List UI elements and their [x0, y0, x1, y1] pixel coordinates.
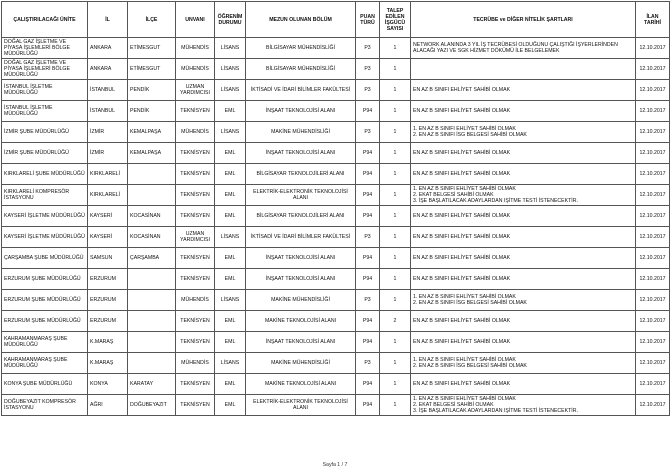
cell-talep: 1 [380, 80, 411, 101]
table-row [2, 311, 670, 332]
cell-sartlar: 1. EN AZ B SINIFI EHLİYET SAHİBİ OLMAK 2. EKAT BELGESİ SAHİBİ OLMAK 3. İŞE BAŞLATILACAK ADAYLARDAN IŞİTME TESTİ İSTENECEKTİR. [411, 185, 636, 206]
table-row [2, 227, 670, 248]
cell-talep: 1 [380, 227, 411, 248]
header-talep: TALEP EDİLEN İŞGÜCÜ SAYISI [380, 2, 411, 38]
cell-ogrenim: EML [215, 332, 246, 353]
cell-ogrenim: LİSANS [215, 122, 246, 143]
cell-ilce [128, 290, 176, 311]
cell-bolum: BİLGİSAYAR MÜHENDİSLİĞİ [246, 59, 356, 80]
cell-ogrenim: EML [215, 143, 246, 164]
cell-ilce: KEMALPAŞA [128, 122, 176, 143]
cell-talep: 1 [380, 101, 411, 122]
cell-ilce [128, 311, 176, 332]
cell-il: İZMİR [88, 122, 128, 143]
cell-puan: P3 [356, 59, 380, 80]
cell-birim: ERZURUM ŞUBE MÜDÜRLÜĞÜ [2, 269, 88, 290]
cell-bolum: ELEKTRİK-ELEKTRONİK TEKNOLOJİSİ ALANI [246, 185, 356, 206]
cell-talep: 1 [380, 290, 411, 311]
page-number: Sayfa 1 / 7 [322, 462, 348, 468]
table-row [2, 395, 670, 416]
table-row [2, 38, 670, 59]
cell-talep: 1 [380, 59, 411, 80]
cell-puan: P94 [356, 143, 380, 164]
cell-puan: P94 [356, 332, 380, 353]
cell-puan: P3 [356, 122, 380, 143]
cell-unvan: MÜHENDİS [176, 122, 215, 143]
cell-ogrenim: EML [215, 164, 246, 185]
cell-unvan: TEKNİSYEN [176, 143, 215, 164]
header-ilce: İLÇE [128, 2, 176, 38]
cell-birim: ÇARŞAMBA ŞUBE MÜDÜRLÜĞÜ [2, 248, 88, 269]
cell-unvan: TEKNİSYEN [176, 332, 215, 353]
cell-birim: KAYSERİ İŞLETME MÜDÜRLÜĞÜ [2, 227, 88, 248]
cell-tarih: 12.10.2017 [636, 143, 670, 164]
cell-sartlar: EN AZ B SINIFI EHLİYET SAHİBİ OLMAK [411, 374, 636, 395]
table-row [2, 374, 670, 395]
cell-unvan: TEKNİSYEN [176, 374, 215, 395]
table-row [2, 80, 670, 101]
cell-talep: 1 [380, 332, 411, 353]
cell-talep: 1 [380, 269, 411, 290]
cell-unvan: MÜHENDİS [176, 353, 215, 374]
cell-ilce: ETİMESGUT [128, 38, 176, 59]
cell-ogrenim: EML [215, 269, 246, 290]
cell-tarih: 12.10.2017 [636, 227, 670, 248]
header-ogrenim: ÖĞRENİM DURUMU [215, 2, 246, 38]
table-row [2, 143, 670, 164]
cell-tarih: 12.10.2017 [636, 80, 670, 101]
cell-sartlar: EN AZ B SINIFI EHLİYET SAHİBİ OLMAK [411, 101, 636, 122]
cell-puan: P3 [356, 353, 380, 374]
cell-il: İZMİR [88, 143, 128, 164]
cell-sartlar: NETWORK ALANINDA 3 YIL İŞ TECRÜBESİ OLDUĞUNU ÇALIŞTIĞI İŞYERLERİNDEN ALACAĞI YAZI VE SGK HİZMET DÖKÜMÜ İLE BELGELEMEK [411, 38, 636, 59]
cell-ogrenim: LİSANS [215, 38, 246, 59]
cell-tarih: 12.10.2017 [636, 248, 670, 269]
cell-ilce [128, 185, 176, 206]
cell-tarih: 12.10.2017 [636, 59, 670, 80]
cell-bolum: BİLGİSAYAR TEKNOLOJİLERİ ALANI [246, 164, 356, 185]
cell-birim: İSTANBUL İŞLETME MÜDÜRLÜĞÜ [2, 80, 88, 101]
cell-unvan: TEKNİSYEN [176, 164, 215, 185]
cell-talep: 2 [380, 311, 411, 332]
cell-il: K.MARAŞ [88, 332, 128, 353]
cell-talep: 1 [380, 143, 411, 164]
cell-tarih: 12.10.2017 [636, 290, 670, 311]
cell-sartlar: EN AZ B SINIFI EHLİYET SAHİBİ OLMAK [411, 164, 636, 185]
cell-birim: DOĞAL GAZ İŞLETME VE PİYASA İŞLEMLERİ BÖLGE MÜDÜRLÜĞÜ [2, 38, 88, 59]
cell-talep: 1 [380, 206, 411, 227]
cell-unvan: TEKNİSYEN [176, 101, 215, 122]
cell-sartlar: 1. EN AZ B SINIFI EHLİYET SAHİBİ OLMAK 2. EN AZ B SINIFI İSG BELGESİ SAHİBİ OLMAK [411, 353, 636, 374]
cell-unvan: MÜHENDİS [176, 290, 215, 311]
cell-il: K.MARAŞ [88, 353, 128, 374]
cell-ogrenim: EML [215, 374, 246, 395]
cell-bolum: İNŞAAT TEKNOLOJİSİ ALANI [246, 143, 356, 164]
header-unvan: UNVANI [176, 2, 215, 38]
cell-sartlar: EN AZ B SINIFI EHLİYET SAHİBİ OLMAK [411, 227, 636, 248]
cell-ilce: DOĞUBEYAZIT [128, 395, 176, 416]
cell-tarih: 12.10.2017 [636, 269, 670, 290]
table-header-row [2, 2, 670, 38]
cell-unvan: MÜHENDİS [176, 59, 215, 80]
cell-talep: 1 [380, 122, 411, 143]
cell-tarih: 12.10.2017 [636, 101, 670, 122]
cell-unvan: TEKNİSYEN [176, 311, 215, 332]
cell-tarih: 12.10.2017 [636, 122, 670, 143]
cell-unvan: TEKNİSYEN [176, 395, 215, 416]
cell-sartlar: EN AZ B SINIFI EHLİYET SAHİBİ OLMAK [411, 248, 636, 269]
cell-puan: P3 [356, 80, 380, 101]
cell-ilce: ETİMESGUT [128, 59, 176, 80]
cell-unvan: TEKNİSYEN [176, 248, 215, 269]
cell-puan: P94 [356, 395, 380, 416]
cell-bolum: İKTİSADİ VE İDARİ BİLİMLER FAKÜLTESİ [246, 227, 356, 248]
cell-ogrenim: LİSANS [215, 353, 246, 374]
cell-ilce [128, 353, 176, 374]
cell-tarih: 12.10.2017 [636, 353, 670, 374]
cell-puan: P94 [356, 164, 380, 185]
header-puan: PUAN TÜRÜ [356, 2, 380, 38]
cell-tarih: 12.10.2017 [636, 185, 670, 206]
cell-ilce: PENDİK [128, 101, 176, 122]
cell-il: KONYA [88, 374, 128, 395]
cell-bolum: İNŞAAT TEKNOLOJİSİ ALANI [246, 101, 356, 122]
table-row [2, 332, 670, 353]
cell-bolum: MAKİNE TEKNOLOJİSİ ALANI [246, 374, 356, 395]
cell-sartlar: EN AZ B SINIFI EHLİYET SAHİBİ OLMAK [411, 332, 636, 353]
cell-sartlar: 1. EN AZ B SINIFI EHLİYET SAHİBİ OLMAK 2. EN AZ B SINIFI İSG BELGESİ SAHİBİ OLMAK [411, 122, 636, 143]
cell-il: ANKARA [88, 59, 128, 80]
table-row [2, 185, 670, 206]
cell-bolum: ELEKTRİK-ELEKTRONİK TEKNOLOJİSİ ALANI [246, 395, 356, 416]
cell-ilce [128, 332, 176, 353]
cell-bolum: MAKİNE MÜHENDİSLİĞİ [246, 290, 356, 311]
cell-tarih: 12.10.2017 [636, 395, 670, 416]
cell-il: KAYSERİ [88, 206, 128, 227]
cell-bolum: İNŞAAT TEKNOLOJİSİ ALANI [246, 248, 356, 269]
cell-talep: 1 [380, 395, 411, 416]
cell-il: ERZURUM [88, 311, 128, 332]
cell-puan: P94 [356, 101, 380, 122]
cell-puan: P94 [356, 185, 380, 206]
cell-unvan: MÜHENDİS [176, 38, 215, 59]
table-row [2, 164, 670, 185]
cell-puan: P3 [356, 290, 380, 311]
cell-talep: 1 [380, 185, 411, 206]
cell-ogrenim: EML [215, 248, 246, 269]
cell-bolum: MAKİNE MÜHENDİSLİĞİ [246, 353, 356, 374]
cell-bolum: İNŞAAT TEKNOLOJİSİ ALANI [246, 269, 356, 290]
table-row [2, 353, 670, 374]
cell-birim: İZMİR ŞUBE MÜDÜRLÜĞÜ [2, 143, 88, 164]
cell-talep: 1 [380, 248, 411, 269]
cell-ilce: KARATAY [128, 374, 176, 395]
cell-sartlar: EN AZ B SINIFI EHLİYET SAHİBİ OLMAK [411, 206, 636, 227]
cell-tarih: 12.10.2017 [636, 332, 670, 353]
cell-birim: DOĞAL GAZ İŞLETME VE PİYASA İŞLEMLERİ BÖLGE MÜDÜRLÜĞÜ [2, 59, 88, 80]
cell-unvan: TEKNİSYEN [176, 269, 215, 290]
cell-puan: P94 [356, 311, 380, 332]
cell-unvan: UZMAN YARDIMCISI [176, 80, 215, 101]
cell-unvan: UZMAN YARDIMCISI [176, 227, 215, 248]
cell-tarih: 12.10.2017 [636, 374, 670, 395]
cell-birim: KAHRAMANMARAŞ ŞUBE MÜDÜRLÜĞÜ [2, 332, 88, 353]
cell-birim: KAHRAMANMARAŞ ŞUBE MÜDÜRLÜĞÜ [2, 353, 88, 374]
cell-ogrenim: LİSANS [215, 227, 246, 248]
header-birim: ÇALIŞTIRILACAĞI ÜNİTE [2, 2, 88, 38]
cell-unvan: TEKNİSYEN [176, 185, 215, 206]
cell-tarih: 12.10.2017 [636, 206, 670, 227]
cell-unvan: TEKNİSYEN [176, 206, 215, 227]
table-row [2, 101, 670, 122]
cell-puan: P94 [356, 269, 380, 290]
cell-puan: P94 [356, 248, 380, 269]
cell-ogrenim: LİSANS [215, 80, 246, 101]
cell-il: KIRKLARELİ [88, 164, 128, 185]
cell-talep: 1 [380, 164, 411, 185]
header-sartlar: TECRÜBE ve DİĞER NİTELİK ŞARTLARI [411, 2, 636, 38]
cell-il: İSTANBUL [88, 80, 128, 101]
cell-ilce: KEMALPAŞA [128, 143, 176, 164]
cell-ogrenim: EML [215, 206, 246, 227]
cell-bolum: BİLGİSAYAR MÜHENDİSLİĞİ [246, 38, 356, 59]
cell-puan: P3 [356, 227, 380, 248]
table-row [2, 290, 670, 311]
cell-birim: İSTANBUL İŞLETME MÜDÜRLÜĞÜ [2, 101, 88, 122]
cell-ilce [128, 164, 176, 185]
cell-birim: KAYSERİ İŞLETME MÜDÜRLÜĞÜ [2, 206, 88, 227]
cell-ogrenim: EML [215, 311, 246, 332]
cell-ilce [128, 269, 176, 290]
job-listing-table [1, 1, 670, 416]
cell-ogrenim: LİSANS [215, 59, 246, 80]
cell-puan: P3 [356, 38, 380, 59]
cell-bolum: BİLGİSAYAR TEKNOLOJİLERİ ALANI [246, 206, 356, 227]
cell-ilce: KOCASİNAN [128, 206, 176, 227]
cell-il: SAMSUN [88, 248, 128, 269]
cell-birim: ERZURUM ŞUBE MÜDÜRLÜĞÜ [2, 290, 88, 311]
cell-ilce: KOCASİNAN [128, 227, 176, 248]
header-tarih: İLAN TARİHİ [636, 2, 670, 38]
table-row [2, 206, 670, 227]
cell-sartlar: EN AZ B SINIFI EHLİYET SAHİBİ OLMAK [411, 311, 636, 332]
cell-talep: 1 [380, 374, 411, 395]
cell-ogrenim: EML [215, 185, 246, 206]
cell-birim: KONYA ŞUBE MÜDÜRLÜĞÜ [2, 374, 88, 395]
cell-sartlar: EN AZ B SINIFI EHLİYET SAHİBİ OLMAK [411, 143, 636, 164]
cell-ilce: ÇARŞAMBA [128, 248, 176, 269]
cell-sartlar [411, 59, 636, 80]
cell-tarih: 12.10.2017 [636, 164, 670, 185]
cell-il: AĞRI [88, 395, 128, 416]
cell-sartlar: 1. EN AZ B SINIFI EHLİYET SAHİBİ OLMAK 2. EN AZ B SINIFI İSG BELGESİ SAHİBİ OLMAK [411, 290, 636, 311]
cell-il: İSTANBUL [88, 101, 128, 122]
cell-ilce: PENDİK [128, 80, 176, 101]
cell-il: KAYSERİ [88, 227, 128, 248]
cell-bolum: MAKİNE TEKNOLOJİSİ ALANI [246, 311, 356, 332]
cell-il: ERZURUM [88, 269, 128, 290]
cell-sartlar: EN AZ B SINIFI EHLİYET SAHİBİ OLMAK [411, 269, 636, 290]
cell-bolum: MAKİNE MÜHENDİSLİĞİ [246, 122, 356, 143]
cell-talep: 1 [380, 38, 411, 59]
table-row [2, 122, 670, 143]
cell-ogrenim: EML [215, 395, 246, 416]
cell-birim: KIRKLARELİ KOMPRESÖR İSTASYONU [2, 185, 88, 206]
cell-sartlar: EN AZ B SINIFI EHLİYET SAHİBİ OLMAK [411, 80, 636, 101]
cell-il: ANKARA [88, 38, 128, 59]
cell-birim: ERZURUM ŞUBE MÜDÜRLÜĞÜ [2, 311, 88, 332]
cell-tarih: 12.10.2017 [636, 38, 670, 59]
cell-birim: KIRKLARELİ ŞUBE MÜDÜRLÜĞÜ [2, 164, 88, 185]
cell-sartlar: 1. EN AZ B SINIFI EHLİYET SAHİBİ OLMAK 2. EKAT BELGESİ SAHİBİ OLMAK 3. İŞE BAŞLATILACAK ADAYLARDAN IŞİTME TESTİ İSTENECEKTİR. [411, 395, 636, 416]
table-row [2, 59, 670, 80]
cell-bolum: İKTİSADİ VE İDARİ BİLİMLER FAKÜLTESİ [246, 80, 356, 101]
header-bolum: MEZUN OLUNAN BÖLÜM [246, 2, 356, 38]
cell-il: ERZURUM [88, 290, 128, 311]
table-row [2, 269, 670, 290]
cell-puan: P94 [356, 206, 380, 227]
cell-puan: P94 [356, 374, 380, 395]
cell-birim: DOĞUBEYAZIT KOMPRESÖR İSTASYONU [2, 395, 88, 416]
table-row [2, 248, 670, 269]
cell-tarih: 12.10.2017 [636, 311, 670, 332]
cell-birim: İZMİR ŞUBE MÜDÜRLÜĞÜ [2, 122, 88, 143]
cell-il: KIRKLARELİ [88, 185, 128, 206]
header-il: İL [88, 2, 128, 38]
cell-ogrenim: LİSANS [215, 290, 246, 311]
cell-ogrenim: EML [215, 101, 246, 122]
cell-bolum: İNŞAAT TEKNOLOJİSİ ALANI [246, 332, 356, 353]
cell-talep: 1 [380, 353, 411, 374]
